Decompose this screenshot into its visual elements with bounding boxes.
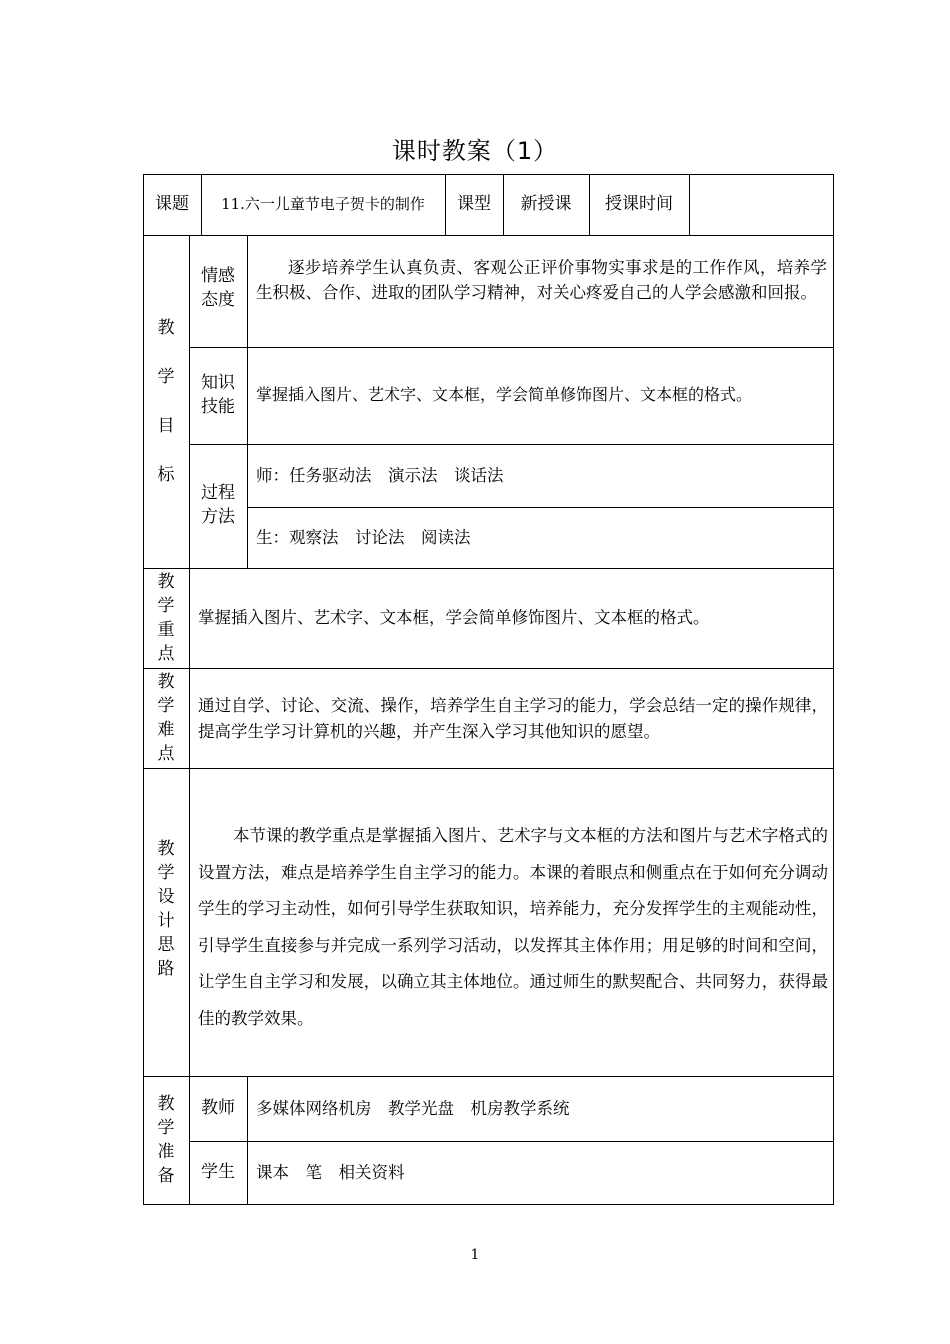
table-line xyxy=(247,1076,248,1204)
objectives-label-char: 标 xyxy=(157,464,175,485)
time-label: 授课时间 xyxy=(605,193,673,214)
process-label: 过程 方法 xyxy=(201,483,235,527)
difficulties-label: 教 学 难 点 xyxy=(157,672,175,764)
objectives-label-char: 教 xyxy=(157,317,175,338)
prep-student-text: 课本 笔 相关资料 xyxy=(256,1163,405,1182)
table-line xyxy=(143,668,834,669)
objectives-label-char: 目 xyxy=(157,415,175,436)
emotion-text: 逐步培养学生认真负责、客观公正评价事物实事求是的工作作风，培养学生积极、合作、进取的团队学习精神，对关心疼爱自己的人学会感激和回报。 xyxy=(256,258,827,302)
page-title: 课时教案（1） xyxy=(391,137,559,165)
emotion-label: 情感 态度 xyxy=(201,266,235,310)
table-line xyxy=(189,1141,834,1142)
table-line xyxy=(143,768,834,769)
table-line xyxy=(189,444,834,445)
process-teacher-text: 师：任务驱动法 演示法 谈话法 xyxy=(256,466,504,485)
table-line xyxy=(247,507,834,508)
prep-student-label: 学生 xyxy=(201,1161,235,1182)
preparation-label: 教 学 准 备 xyxy=(157,1094,175,1186)
type-value: 新授课 xyxy=(520,193,572,214)
table-line xyxy=(247,235,248,568)
table-line xyxy=(143,568,834,569)
objectives-label xyxy=(143,235,189,568)
key-points-text: 掌握插入图片、艺术字、文本框，学会简单修饰图片、文本框的格式。 xyxy=(198,608,710,627)
page-number: 1 xyxy=(470,1247,480,1263)
topic-value: 11.六一儿童节电子贺卡的制作 xyxy=(221,195,425,213)
topic-label: 课题 xyxy=(155,193,189,214)
prep-teacher-label: 教师 xyxy=(201,1097,235,1118)
prep-teacher-text: 多媒体网络机房 教学光盘 机房教学系统 xyxy=(256,1099,570,1118)
objectives-label-char: 学 xyxy=(157,366,175,387)
process-student-text: 生：观察法 讨论法 阅读法 xyxy=(256,528,471,547)
type-label: 课型 xyxy=(457,193,491,214)
table-line xyxy=(189,347,834,348)
table-line xyxy=(143,1204,834,1205)
key-points-label: 教 学 重 点 xyxy=(157,572,175,664)
time-value xyxy=(689,174,833,235)
table-line xyxy=(833,174,834,1205)
knowledge-text: 掌握插入图片、艺术字、文本框，学会简单修饰图片、文本框的格式。 xyxy=(256,385,753,404)
design-text: 本节课的教学重点是掌握插入图片、艺术字与文本框的方法和图片与艺术字格式的设置方法，难点是培养学生自主学习的能力。本课的着眼点和侧重点在于如何充分调动学生的学习主动性，如何引导学生获取知识，培养能力，充分发挥学生的主观能动性，引导学生直接参与并完成一系列学习活动，以发挥其主体作用；用足够的时间和空间，让学生自主学习和发展，以确立其主体地位。通过师生的默契配合、共同努力，获得最佳的教学效果。 xyxy=(198,826,828,1028)
knowledge-label: 知识 技能 xyxy=(201,372,235,417)
difficulties-text: 通过自学、讨论、交流、操作，培养学生自主学习的能力，学会总结一定的操作规律，提高学生学习计算机的兴趣，并产生深入学习其他知识的愿望。 xyxy=(198,696,828,741)
design-label: 教 学 设 计 思 路 xyxy=(157,839,175,979)
